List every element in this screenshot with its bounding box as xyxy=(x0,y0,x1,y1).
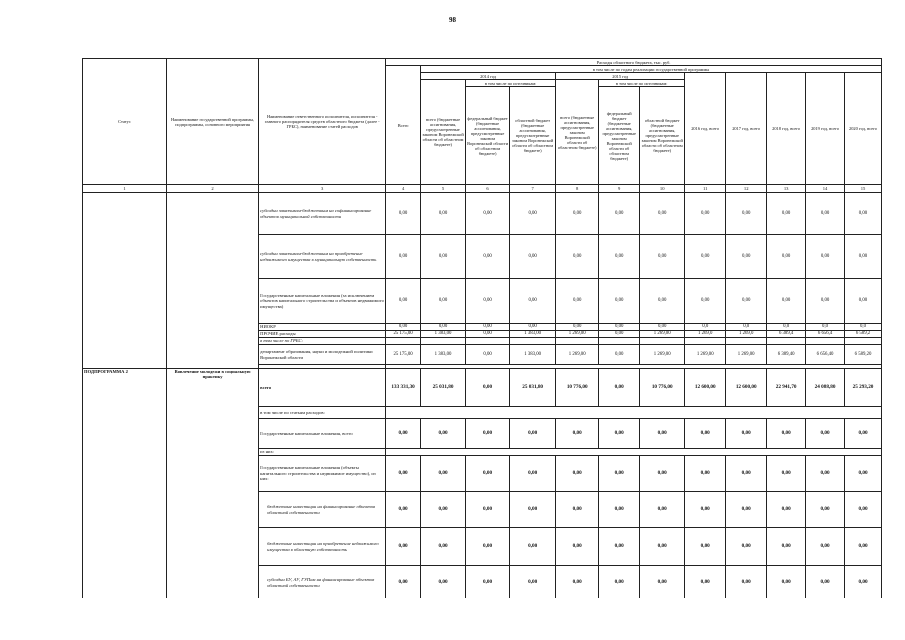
value-cell: 1 383,00 xyxy=(421,345,466,365)
value-cell: 0,00 xyxy=(599,492,640,528)
value-cell: 12 600,00 xyxy=(726,369,767,407)
empty-cell xyxy=(726,338,767,345)
value-cell: 0,00 xyxy=(421,235,466,279)
row-label-department: департамент образования, науки и молодежной политики Воронежской области xyxy=(259,345,386,365)
value-cell: 0,00 xyxy=(806,279,845,324)
header-program-name: Наименование государственной программы, подпрограммы, основного мероприятия xyxy=(166,59,258,185)
value-cell: 0,00 xyxy=(421,324,466,331)
value-cell: 0,00 xyxy=(556,528,599,566)
value-cell: 0,00 xyxy=(510,235,556,279)
value-cell: 0,00 xyxy=(510,456,556,492)
header-total: Всего xyxy=(386,66,421,185)
subprogram-total-label: всего xyxy=(259,369,386,407)
value-cell: 0,00 xyxy=(510,419,556,449)
row-label: Государственные капитальные вложения, всего xyxy=(259,419,386,449)
value-cell: 0,0 xyxy=(806,324,845,331)
value-cell: 0,00 xyxy=(466,193,510,235)
value-cell: 0,00 xyxy=(386,456,421,492)
value-cell: 0,00 xyxy=(386,419,421,449)
empty-cell xyxy=(466,338,510,345)
value-cell: 6 656,4 xyxy=(806,331,845,338)
row-label: Государственные капитальные вложения (объекты капитального строительства и недвижимое имущество), из них: xyxy=(259,456,386,492)
value-cell: 0,00 xyxy=(599,331,640,338)
header-year-2015: 2015 год xyxy=(556,73,685,80)
column-number: 5 xyxy=(421,185,466,193)
value-cell: 0,00 xyxy=(421,528,466,566)
value-cell: 0,00 xyxy=(640,419,685,449)
subprogram-status: ПОДПРОГРАММА 2 xyxy=(83,369,167,599)
header-2014-regional: областной бюджет (бюджетные ассигнования, предусмотренные законом Воронежской области об областном бюджете) xyxy=(510,87,556,185)
value-cell: 0,00 xyxy=(806,456,845,492)
value-cell: 0,00 xyxy=(640,492,685,528)
value-cell: 0,00 xyxy=(640,324,685,331)
empty-cell xyxy=(421,338,466,345)
value-cell: 0,00 xyxy=(726,528,767,566)
header-2015-total: всего (бюджетные ассигнования, предусмотренные законом Воронежской области об областном бюджете) xyxy=(556,80,599,185)
empty-cell xyxy=(685,338,726,345)
value-cell: 0,00 xyxy=(767,528,806,566)
empty-cell xyxy=(386,407,882,419)
value-cell: 0,00 xyxy=(466,279,510,324)
column-number: 7 xyxy=(510,185,556,193)
value-cell: 0,00 xyxy=(421,456,466,492)
header-2017: 2017 год, всего xyxy=(726,73,767,185)
value-cell: 0,0 xyxy=(685,324,726,331)
value-cell: 0,00 xyxy=(556,235,599,279)
value-cell: 0,00 xyxy=(510,528,556,566)
header-status: Статус xyxy=(83,59,167,185)
value-cell: 0,00 xyxy=(599,193,640,235)
value-cell: 1 269,00 xyxy=(640,331,685,338)
value-cell: 1 269,0 xyxy=(685,331,726,338)
value-cell: 0,00 xyxy=(386,279,421,324)
header-2015-regional: областной бюджет (бюджетные ассигнования, предусмотренные законом Воронежской области об областном бюджете) xyxy=(640,87,685,185)
header-2015-sources: в том числе по источникам: xyxy=(599,80,685,87)
column-number: 12 xyxy=(726,185,767,193)
value-cell: 0,00 xyxy=(726,419,767,449)
column-number: 3 xyxy=(259,185,386,193)
value-cell: 0,00 xyxy=(421,492,466,528)
value-cell: 0,00 xyxy=(599,456,640,492)
value-cell: 0,00 xyxy=(556,566,599,599)
value-cell: 0,00 xyxy=(510,193,556,235)
row-label: Государственные капитальные вложения (за исключением объектов капитального строительства и объектов недвижимого имущества) xyxy=(259,279,386,324)
value-cell: 1 383,00 xyxy=(421,331,466,338)
value-cell: 0,0 xyxy=(726,324,767,331)
value-cell: 25 031,80 xyxy=(421,369,466,407)
column-number: 10 xyxy=(640,185,685,193)
value-cell: 0,00 xyxy=(726,566,767,599)
value-cell: 0,00 xyxy=(685,235,726,279)
column-number: 14 xyxy=(806,185,845,193)
value-cell: 0,00 xyxy=(556,193,599,235)
value-cell: 6 589,2 xyxy=(845,331,882,338)
value-cell: 0,00 xyxy=(767,419,806,449)
value-cell: 0,00 xyxy=(421,566,466,599)
value-cell: 0,00 xyxy=(767,492,806,528)
row-label-incl: из них: xyxy=(259,449,386,456)
value-cell: 0,00 xyxy=(466,331,510,338)
value-cell: 0,00 xyxy=(806,193,845,235)
row-label: бюджетные инвестиции на приобретение недвижимого имущества в областную собственность xyxy=(259,528,386,566)
value-cell: 0,00 xyxy=(466,369,510,407)
value-cell: 1 269,00 xyxy=(685,345,726,365)
value-cell: 0,00 xyxy=(640,528,685,566)
value-cell: 0,00 xyxy=(845,456,882,492)
value-cell: 0,00 xyxy=(726,279,767,324)
value-cell: 0,00 xyxy=(685,456,726,492)
value-cell: 0,00 xyxy=(386,324,421,331)
value-cell: 133 331,30 xyxy=(386,369,421,407)
column-number: 2 xyxy=(166,185,258,193)
value-cell: 0,00 xyxy=(599,528,640,566)
value-cell: 0,00 xyxy=(767,193,806,235)
value-cell: 0,00 xyxy=(466,345,510,365)
empty-cell xyxy=(767,338,806,345)
value-cell: 0,00 xyxy=(806,419,845,449)
value-cell: 25 031,80 xyxy=(510,369,556,407)
value-cell: 0,00 xyxy=(767,566,806,599)
value-cell: 6 389,40 xyxy=(767,345,806,365)
value-cell: 0,00 xyxy=(599,419,640,449)
row-label-incl-grbs: в том числе по ГРБС: xyxy=(259,338,386,345)
value-cell: 0,00 xyxy=(640,279,685,324)
value-cell: 0,00 xyxy=(845,235,882,279)
value-cell: 22 941,70 xyxy=(767,369,806,407)
row-label: субсидии БУ, АУ, ГУПам на финансирование объектов областной собственности xyxy=(259,566,386,599)
empty-cell xyxy=(640,338,685,345)
value-cell: 0,00 xyxy=(386,193,421,235)
subprogram-name: Вовлечение молодежи в социальную практику xyxy=(166,369,258,599)
value-cell: 0,00 xyxy=(685,419,726,449)
column-number: 4 xyxy=(386,185,421,193)
empty-cell xyxy=(599,338,640,345)
header-responsible: Наименование ответственного исполнителя, исполнителя - главного распорядителя средств областного бюджета (далее - ГРБС), наименование статей расходов xyxy=(259,59,386,185)
value-cell: 0,00 xyxy=(466,235,510,279)
header-expenses-title: Расходы областного бюджета, тыс. руб. xyxy=(386,59,882,66)
value-cell: 0,00 xyxy=(640,456,685,492)
empty-cell xyxy=(386,449,882,456)
value-cell: 0,00 xyxy=(845,193,882,235)
value-cell: 1 269,00 xyxy=(556,331,599,338)
value-cell: 6 589,20 xyxy=(845,345,882,365)
column-number: 15 xyxy=(845,185,882,193)
header-2014-total: всего (бюджетные ассигнования, предусмотренные законом Воронежской области об областном бюджете) xyxy=(421,80,466,185)
empty-cell xyxy=(806,338,845,345)
value-cell: 1 269,00 xyxy=(726,345,767,365)
value-cell: 0,00 xyxy=(726,235,767,279)
value-cell: 10 776,00 xyxy=(640,369,685,407)
value-cell: 0,00 xyxy=(599,369,640,407)
value-cell: 0,00 xyxy=(386,528,421,566)
empty-cell xyxy=(845,338,882,345)
value-cell: 0,00 xyxy=(556,419,599,449)
header-2016: 2016 год, всего xyxy=(685,73,726,185)
value-cell: 0,00 xyxy=(510,279,556,324)
value-cell: 0,00 xyxy=(510,324,556,331)
value-cell: 6 656,40 xyxy=(806,345,845,365)
column-number: 11 xyxy=(685,185,726,193)
value-cell: 0,00 xyxy=(640,566,685,599)
value-cell: 0,00 xyxy=(685,528,726,566)
column-number: 1 xyxy=(83,185,167,193)
value-cell: 0,00 xyxy=(556,324,599,331)
row-label: бюджетные инвестиции на финансирование объектов областной собственности xyxy=(259,492,386,528)
column-number: 8 xyxy=(556,185,599,193)
value-cell: 1 383,00 xyxy=(510,345,556,365)
empty-cell xyxy=(556,338,599,345)
value-cell: 0,00 xyxy=(767,456,806,492)
value-cell: 0,00 xyxy=(556,492,599,528)
row-label-niokr: НИОКР xyxy=(259,324,386,331)
value-cell: 0,00 xyxy=(599,345,640,365)
header-year-2014: 2014 год xyxy=(421,73,556,80)
value-cell: 25 175,00 xyxy=(386,345,421,365)
value-cell: 0,00 xyxy=(845,528,882,566)
value-cell: 0,00 xyxy=(685,193,726,235)
value-cell: 0,00 xyxy=(685,279,726,324)
budget-table xyxy=(82,58,882,598)
header-2018: 2018 год, всего xyxy=(767,73,806,185)
column-number: 6 xyxy=(466,185,510,193)
value-cell: 0,00 xyxy=(556,279,599,324)
program-cell-empty xyxy=(166,193,258,369)
value-cell: 0,00 xyxy=(845,566,882,599)
value-cell: 0,00 xyxy=(510,492,556,528)
value-cell: 1 383,00 xyxy=(510,331,556,338)
value-cell: 0,00 xyxy=(845,419,882,449)
value-cell: 6 389,4 xyxy=(767,331,806,338)
value-cell: 0,00 xyxy=(421,279,466,324)
row-label: субсидии заказчикам-бюджетным на софинансирование объектов муниципальной собственности xyxy=(259,193,386,235)
column-number: 9 xyxy=(599,185,640,193)
value-cell: 0,00 xyxy=(726,492,767,528)
value-cell: 0,00 xyxy=(640,235,685,279)
header-2014-sources: в том числе по источникам: xyxy=(466,80,556,87)
empty-cell xyxy=(386,338,421,345)
value-cell: 0,00 xyxy=(599,235,640,279)
value-cell: 0,00 xyxy=(466,324,510,331)
value-cell: 0,00 xyxy=(685,492,726,528)
value-cell: 0,00 xyxy=(466,456,510,492)
value-cell: 0,00 xyxy=(726,193,767,235)
value-cell: 0,00 xyxy=(466,528,510,566)
header-2019: 2019 год, всего xyxy=(806,73,845,185)
header-2014-federal: федеральный бюджет (бюджетные ассигнования, предусмотренные законом Воронежской области об областном бюджете) xyxy=(466,87,510,185)
value-cell: 0,00 xyxy=(806,492,845,528)
column-number: 13 xyxy=(767,185,806,193)
page-number: 98 xyxy=(449,16,456,24)
value-cell: 0,00 xyxy=(845,492,882,528)
header-2015-federal: федеральный бюджет (бюджетные ассигнования, предусмотренные законом Воронежской области об областном бюджете) xyxy=(599,87,640,185)
value-cell: 0,00 xyxy=(599,566,640,599)
value-cell: 0,00 xyxy=(599,279,640,324)
value-cell: 0,00 xyxy=(726,456,767,492)
value-cell: 0,00 xyxy=(466,419,510,449)
value-cell: 0,00 xyxy=(421,193,466,235)
row-label: субсидии заказчикам-бюджетным на приобретение недвижимого имущества в муниципальную собственность xyxy=(259,235,386,279)
value-cell: 0,00 xyxy=(386,492,421,528)
value-cell: 0,0 xyxy=(845,324,882,331)
value-cell: 1 269,00 xyxy=(556,345,599,365)
value-cell: 0,00 xyxy=(386,566,421,599)
value-cell: 0,00 xyxy=(767,235,806,279)
value-cell: 0,00 xyxy=(386,235,421,279)
value-cell: 0,00 xyxy=(806,566,845,599)
value-cell: 0,00 xyxy=(466,566,510,599)
value-cell: 0,00 xyxy=(510,566,556,599)
value-cell: 0,0 xyxy=(767,324,806,331)
value-cell: 0,00 xyxy=(806,235,845,279)
value-cell: 0,00 xyxy=(421,419,466,449)
value-cell: 0,00 xyxy=(640,193,685,235)
row-label-prochie: ПРОЧИЕ расходы xyxy=(259,331,386,338)
value-cell: 1 269,0 xyxy=(726,331,767,338)
value-cell: 1 269,00 xyxy=(640,345,685,365)
value-cell: 10 776,00 xyxy=(556,369,599,407)
value-cell: 25 175,00 xyxy=(386,331,421,338)
value-cell: 0,00 xyxy=(767,279,806,324)
value-cell: 0,00 xyxy=(845,279,882,324)
value-cell: 0,00 xyxy=(556,456,599,492)
value-cell: 0,00 xyxy=(806,528,845,566)
header-2020: 2020 год, всего xyxy=(845,73,882,185)
value-cell: 25 293,20 xyxy=(845,369,882,407)
status-cell-empty xyxy=(83,193,167,369)
value-cell: 24 088,80 xyxy=(806,369,845,407)
row-label-by-articles: в том числе по статьям расходов: xyxy=(259,407,386,419)
budget-table-sheet xyxy=(82,58,882,598)
value-cell: 0,00 xyxy=(685,566,726,599)
value-cell: 12 600,00 xyxy=(685,369,726,407)
empty-cell xyxy=(510,338,556,345)
value-cell: 0,00 xyxy=(466,492,510,528)
header-by-years: в том числе по годам реализации государственной программы xyxy=(421,66,882,73)
value-cell: 0,00 xyxy=(599,324,640,331)
